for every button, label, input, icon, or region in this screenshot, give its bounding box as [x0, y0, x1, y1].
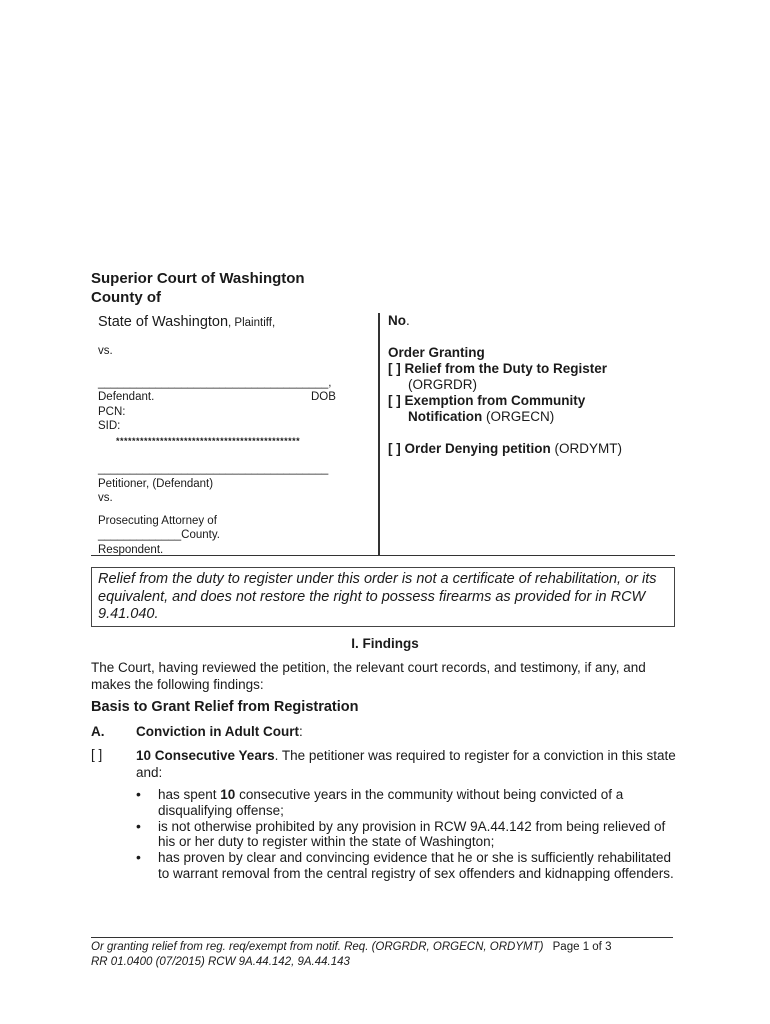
- footer-line-1: [91, 940, 691, 955]
- section-a-colon: :: [298, 724, 303, 739]
- bullet-1-bold: 10: [220, 787, 236, 802]
- ten-years-checkbox[interactable]: [ ]: [91, 747, 103, 762]
- list-item: [136, 787, 676, 819]
- list-item: [136, 850, 676, 882]
- option-denying: [388, 441, 678, 457]
- option-denying-code: (ORDYMT): [554, 441, 623, 456]
- section-a-title-line: [136, 724, 303, 739]
- plaintiff-label: , Plaintiff,: [228, 317, 276, 329]
- bullet-3-text: has proven by clear and convincing evidence that he or she is sufficiently rehabilitated to warrant removal from the central registry of sex offenders and kidnapping offenders.: [158, 850, 674, 881]
- court-name: Superior Court of Washington: [91, 270, 305, 287]
- respondent-label: Respondent.: [98, 543, 164, 556]
- ten-years-title: 10 Consecutive Years: [136, 748, 275, 763]
- petitioner-name-blank: ____________________________________: [98, 463, 329, 475]
- caption-divider: [378, 313, 380, 556]
- pcn-label: PCN:: [98, 405, 126, 418]
- bullet-2-text: is not otherwise prohibited by any provision in RCW 9A.44.142 from being relieved of his or her duty to register within the state of Washington;: [158, 818, 666, 850]
- prosecuting-attorney-label: Prosecuting Attorney of: [98, 514, 217, 527]
- findings-heading: I. Findings: [351, 636, 419, 651]
- bullet-icon: •: [136, 849, 141, 866]
- option-denying-checkbox[interactable]: [ ]: [388, 441, 401, 456]
- footer-rule: [91, 937, 673, 938]
- order-title: Order Granting: [388, 345, 485, 360]
- ten-years-desc: . The petitioner was required to register for a conviction in this state and:: [136, 748, 676, 780]
- requirements-list: [136, 787, 676, 882]
- case-number-label: No: [388, 313, 406, 328]
- petitioner-label: Petitioner, (Defendant): [98, 477, 214, 490]
- option-relief-label: Relief from the Duty to Register: [404, 361, 608, 376]
- court-heading: [91, 269, 305, 307]
- notice-box: Relief from the duty to register under this order is not a certificate of rehabilitation, or its equivalent, and does not restore the right to possess firearms as provided for in RCW 9.41.040.: [91, 567, 675, 627]
- footer-line-2: RR 01.0400 (07/2015) RCW 9A.44.142, 9A.44.143: [91, 956, 350, 968]
- county-label: County of: [91, 289, 161, 306]
- case-caption-order: [388, 313, 678, 457]
- bullet-1-post: consecutive years in the community without being convicted of a disqualifying offense;: [158, 787, 624, 818]
- defendant-row: [98, 390, 370, 405]
- option-exemption: [388, 393, 678, 409]
- case-number-line: [388, 313, 678, 329]
- case-number-suffix: .: [406, 313, 410, 328]
- option-exemption-label: Exemption from Community: [404, 393, 586, 408]
- case-caption-parties: [98, 313, 370, 557]
- bullet-icon: •: [136, 786, 141, 802]
- dob-label: DOB: [311, 391, 336, 403]
- sid-label: SID:: [98, 420, 121, 432]
- section-a-label: A.: [91, 724, 105, 739]
- option-exemption-line2: [388, 409, 678, 425]
- plaintiff-line: [98, 313, 370, 332]
- section-a-title: Conviction in Adult Court: [136, 724, 299, 739]
- option-exemption-label-2: Notification: [408, 409, 483, 424]
- option-relief: [388, 361, 678, 377]
- findings-intro: The Court, having reviewed the petition, the relevant court records, and testimony, if any, and makes the following findings:: [91, 660, 646, 692]
- basis-heading: Basis to Grant Relief from Registration: [91, 699, 359, 715]
- page-number: Page 1 of 3: [552, 941, 612, 953]
- list-item: [136, 819, 676, 851]
- state-name: State of Washington: [98, 314, 229, 330]
- vs-label-2: vs.: [98, 492, 113, 504]
- vs-label: vs.: [98, 345, 113, 357]
- option-exemption-checkbox[interactable]: [ ]: [388, 393, 401, 408]
- option-exemption-code: (ORGECN): [486, 409, 555, 424]
- separator-stars: **********************************************: [116, 435, 301, 446]
- option-denying-label: Order Denying petition: [404, 441, 551, 456]
- defendant-label: Defendant.: [98, 391, 155, 403]
- option-relief-checkbox[interactable]: [ ]: [388, 361, 401, 376]
- bullet-1-pre: has spent: [158, 787, 221, 802]
- ten-years-text: [136, 747, 676, 781]
- option-relief-code: (ORGRDR): [408, 377, 477, 392]
- county-blank: _____________County.: [98, 529, 220, 541]
- caption-bottom-rule: [91, 555, 675, 556]
- defendant-name-blank: ____________________________________,: [98, 376, 332, 389]
- page-footer: [91, 940, 691, 970]
- bullet-icon: •: [136, 817, 141, 834]
- footer-title: Or granting relief from reg. req/exempt from notif. Req. (ORGRDR, ORGECN, ORDYMT): [91, 941, 544, 953]
